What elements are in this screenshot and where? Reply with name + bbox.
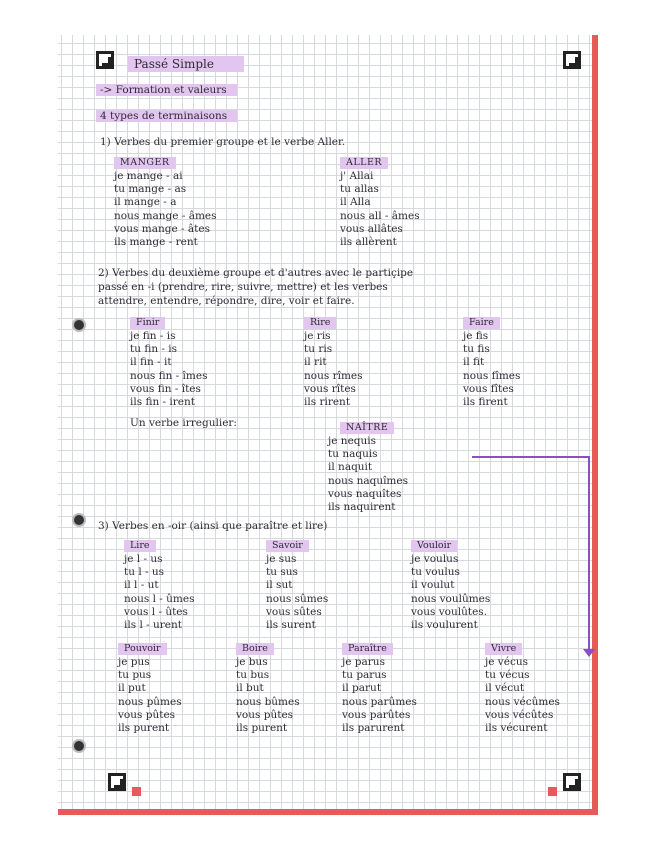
table-heading: Savoir <box>266 540 309 552</box>
conj-table-boire: Boire je bus tu bus il but nous bûmes vous pûtes ils purent <box>236 643 300 735</box>
conj-table-savoir: Savoir je sus tu sus il sut nous sûmes vous sûtes ils surent <box>266 540 329 632</box>
conj-table-aller: ALLER j' Allai tu allas il Alla nous all - âmes vous allâtes ils allèrent <box>340 157 420 249</box>
corner-marker-icon <box>96 51 114 69</box>
binder-hole <box>74 320 84 330</box>
table-heading: Lire <box>124 540 156 552</box>
table-heading: MANGER <box>114 157 176 169</box>
table-heading: Boire <box>236 643 274 655</box>
binder-hole <box>74 515 84 525</box>
table-heading: Finir <box>130 317 165 329</box>
formation-line: -> Formation et valeurs <box>96 84 237 97</box>
red-square-icon <box>132 787 141 796</box>
conj-table-finir: Finir je fin - is tu fin - is il fin - it nous fin - îmes vous fin - îtes ils fin - irent <box>130 317 208 409</box>
arrow-line <box>588 456 590 652</box>
table-heading: NAÎTRE <box>340 422 394 434</box>
types-line: 4 types de terminaisons <box>96 110 237 123</box>
conj-table-faire: Faire je fis tu fis il fit nous fîmes vous fîtes ils firent <box>463 317 521 409</box>
section2-heading-line3: attendre, entendre, répondre, dire, voir et faire. <box>98 295 355 307</box>
section2-heading-line1: 2) Verbes du deuxième groupe et d'autres avec le partiçipe <box>98 267 414 279</box>
table-heading: Pouvoir <box>118 643 167 655</box>
section2-heading-line2: passé en -i (prendre, rire, suivre, mettre) et les verbes <box>98 281 388 293</box>
section1-heading: 1) Verbes du premier groupe et le verbe Aller. <box>100 136 346 148</box>
arrow-line <box>472 456 589 458</box>
page-title: Passé Simple <box>128 58 244 71</box>
conj-table-vouloir: Vouloir je voulus tu voulus il voulut nous voulûmes vous voulûtes. ils voulurent <box>411 540 491 632</box>
conj-table-pouvoir: Pouvoir je pus tu pus il put nous pûmes vous pûtes ils purent <box>118 643 182 735</box>
irregular-label: Un verbe irregulier: <box>130 417 237 429</box>
corner-marker-icon <box>563 51 581 69</box>
conj-table-vivre: Vivre je vécus tu vécus il vécut nous vécûmes vous vécûtes ils vécurent <box>485 643 560 735</box>
conj-table-lire: Lire je l - us tu l - us il l - ut nous l - ûmes vous l - ûtes ils l - urent <box>124 540 195 632</box>
table-heading: ALLER <box>340 157 388 169</box>
corner-marker-icon <box>108 773 126 791</box>
notebook-sheet <box>58 35 598 815</box>
table-heading: Paraître <box>342 643 393 655</box>
table-heading: Vouloir <box>411 540 457 552</box>
corner-marker-icon <box>563 773 581 791</box>
section3-heading: 3) Verbes en -oir (ainsi que paraître et lire) <box>98 520 328 532</box>
binder-hole <box>74 741 84 751</box>
conj-table-paraitre: Paraître je parus tu parus il parut nous parûmes vous parûtes ils parurent <box>342 643 417 735</box>
arrow-down-icon <box>583 649 595 657</box>
grid-paper <box>58 35 592 809</box>
conj-table-rire: Rire je ris tu ris il rit nous rîmes vous rîtes ils rirent <box>304 317 363 409</box>
conj-table-naitre: NAÎTRE je nequis tu naquis il naquit nous naquîmes vous naquîtes ils naquirent <box>328 422 408 514</box>
red-square-icon <box>548 787 557 796</box>
table-heading: Rire <box>304 317 336 329</box>
conj-table-manger: MANGER je mange - ai tu mange - as il mange - a nous mange - âmes vous mange - âtes ils mange - rent <box>114 157 217 249</box>
table-heading: Vivre <box>485 643 522 655</box>
table-heading: Faire <box>463 317 500 329</box>
